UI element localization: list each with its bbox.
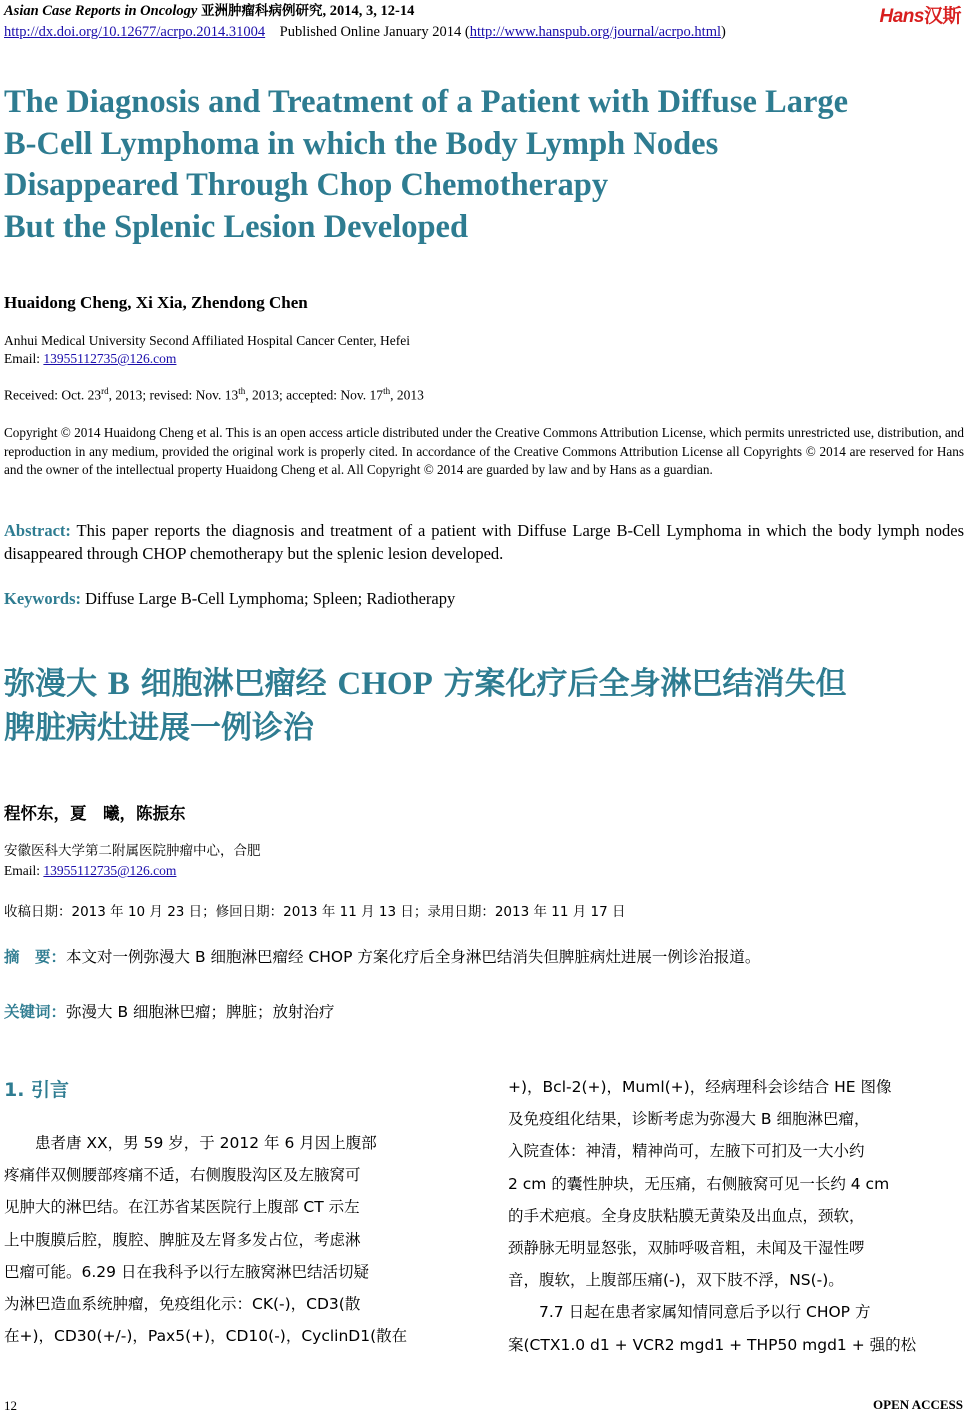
title-cn-part: B — [107, 666, 130, 702]
logo-text: Hans — [879, 6, 924, 27]
keywords-cn-label: 关键词： — [4, 1003, 67, 1021]
email-line-cn — [4, 861, 261, 880]
logo-cn: 汉斯 — [923, 5, 961, 27]
title-cn-part: 弥漫大 — [4, 666, 108, 702]
body-line: 2 cm 的囊性肿块，无压痛，右侧腋窝可见一长约 4 cm — [508, 1174, 890, 1193]
email-line-en — [4, 350, 410, 368]
body-line: 及免疫组化结果，诊断考虑为弥漫大 B 细胞淋巴瘤， — [508, 1110, 870, 1129]
paper-title-en — [4, 82, 848, 248]
title-cn-part: CHOP — [337, 666, 433, 702]
published-suffix: ) — [721, 24, 726, 40]
affiliation-en: Anhui Medical University Second Affiliated Hospital Cancer Center, Hefei — [4, 333, 410, 348]
email-label: Email: — [4, 351, 44, 366]
abstract-cn-label: 摘 要： — [4, 948, 67, 966]
keywords-en — [4, 589, 455, 609]
abstract-text: This paper reports the diagnosis and treatment of a patient with Diffuse Large B-Cell Lymphoma in which the body lymph nodes disappeared through CHOP chemotherapy but the splenic lesion developed. — [4, 521, 964, 563]
body-line: 为淋巴造血系统肿瘤，免疫组化示：CK(-)，CD3(散 — [4, 1295, 361, 1314]
received-text: , 2013; accepted: Nov. 17 — [245, 387, 384, 403]
published-prefix: Published Online January 2014 ( — [279, 24, 470, 40]
received-text: Received: Oct. 23 — [4, 387, 102, 403]
title-en-line: But the Splenic Lesion Developed — [4, 208, 469, 245]
title-cn-part: 细胞淋巴瘤经 — [129, 666, 338, 702]
copyright-notice: Copyright © 2014 Huaidong Cheng et al. This is an open access article distributed under the Creative Commons Attribution License, which permits unrestricted use, distribution, and reproduction in any medium, provided the original work is properly cited. In accordance of the Creative Commons Attribution License all Copyrights © 2014 are reserved for Hans and the owner of the intellectual property Huaidong Cheng et al. All Copyright © 2014 are guarded by law and by Hans as a guardian. — [4, 425, 964, 477]
body-line: 案(CTX1.0 d1 + VCR2 mgd1 + THP50 mgd1 + 强的松 — [508, 1335, 917, 1354]
body-line: 巴瘤可能。6.29 日在我科予以行左腋窝淋巴结活切疑 — [4, 1262, 369, 1281]
body-column-right — [508, 1071, 965, 1361]
received-sup: th — [238, 386, 246, 396]
paper-title-cn — [4, 662, 966, 750]
body-line: +)，Bcl-2(+)，Muml(+)，经病理科会诊结合 HE 图像 — [508, 1078, 892, 1096]
open-access-label: OPEN ACCESS — [873, 1397, 963, 1412]
hans-logo — [880, 1, 961, 28]
received-text: , 2013 — [390, 387, 424, 403]
received-dates-en — [4, 386, 424, 404]
keywords-cn-text: 弥漫大 B 细胞淋巴瘤；脾脏；放射治疗 — [66, 1003, 335, 1021]
body-line: 音，腹软，上腹部压痛(-)，双下肢不浮，NS(-)。 — [508, 1271, 844, 1290]
body-line: 在+)，CD30(+/-)，Pax5(+)，CD10(-)，CyclinD1(散在 — [4, 1327, 408, 1346]
body-line: 入院查体：神清，精神尚可，左腋下可扪及一大小约 — [508, 1142, 865, 1161]
abstract-cn-text: 本文对一例弥漫大 B 细胞淋巴瘤经 CHOP 方案化疗后全身淋巴结消失但脾脏病灶进展一例诊治报道。 — [66, 948, 761, 966]
title-cn-line-1 — [4, 662, 966, 706]
abstract-label: Abstract: — [4, 521, 71, 540]
received-text: , 2013; revised: Nov. 13 — [108, 387, 239, 403]
issue-info: , 2014, 3, 12-14 — [322, 3, 415, 19]
title-cn-part: 方案化疗后全身淋巴结消失但 — [432, 666, 847, 702]
body-line: 7.7 日起在患者家属知情同意后予以行 CHOP 方 — [539, 1303, 871, 1322]
body-line: 疼痛伴双侧腰部疼痛不适，右侧腹股沟区及左腋窝可 — [4, 1166, 361, 1185]
email-label: Email: — [4, 863, 44, 878]
doi-link[interactable]: http://dx.doi.org/10.12677/acrpo.2014.31004 — [4, 24, 266, 40]
affiliation-block-cn — [4, 842, 261, 880]
received-dates-cn: 收稿日期：2013 年 10 月 23 日；修回日期：2013 年 11 月 13 日；录用日期：2013 年 11 月 17 日 — [4, 904, 626, 920]
affiliation-cn: 安徽医科大学第二附属医院肿瘤中心，合肥 — [4, 843, 261, 859]
keywords-cn — [4, 1000, 335, 1022]
email-link-cn[interactable]: 13955112735@126.com — [43, 863, 177, 878]
journal-title: Asian Case Reports in Oncology — [4, 3, 198, 19]
page-number: 12 — [4, 1398, 17, 1413]
received-sup: rd — [101, 386, 109, 396]
body-line: 颈静脉无明显怒张，双肺呼吸音粗，未闻及干湿性啰 — [508, 1239, 865, 1258]
abstract-cn — [4, 945, 966, 967]
section-heading: 1. 引言 — [4, 1079, 70, 1101]
title-en-line: B-Cell Lymphoma in which the Body Lymph Nodes — [4, 125, 719, 162]
journal-header — [4, 2, 414, 21]
body-column-left — [4, 1127, 460, 1352]
title-en-line: Disappeared Through Chop Chemotherapy — [4, 167, 609, 203]
title-cn-line-2: 脾脏病灶进展一例诊治 — [4, 710, 314, 746]
journal-title-cn: 亚洲肿瘤科病例研究 — [200, 3, 323, 19]
received-sup: th — [383, 386, 391, 396]
body-line: 的手术疤痕。全身皮肤粘膜无黄染及出血点，颈软， — [508, 1206, 865, 1225]
doi-line — [4, 23, 726, 42]
body-line: 患者唐 XX，男 59 岁，于 2012 年 6 月因上腹部 — [35, 1134, 377, 1152]
abstract-en — [4, 519, 964, 565]
body-line: 上中腹膜后腔，腹腔、脾脏及左肾多发占位，考虑淋 — [4, 1230, 361, 1249]
email-link[interactable]: 13955112735@126.com — [43, 351, 177, 366]
affiliation-block-en — [4, 332, 410, 368]
journal-url-link[interactable]: http://www.hanspub.org/journal/acrpo.html — [469, 24, 722, 40]
authors-en: Huaidong Cheng, Xi Xia, Zhendong Chen — [4, 293, 308, 312]
body-line: 见肿大的淋巴结。在江苏省某医院行上腹部 CT 示左 — [4, 1198, 360, 1217]
title-en-line: The Diagnosis and Treatment of a Patient with Diffuse Large — [4, 84, 849, 120]
keywords-label: Keywords: — [4, 589, 81, 608]
keywords-text: Diffuse Large B-Cell Lymphoma; Spleen; Radiotherapy — [81, 589, 456, 608]
authors-cn: 程怀东，夏 曦，陈振东 — [4, 804, 186, 823]
